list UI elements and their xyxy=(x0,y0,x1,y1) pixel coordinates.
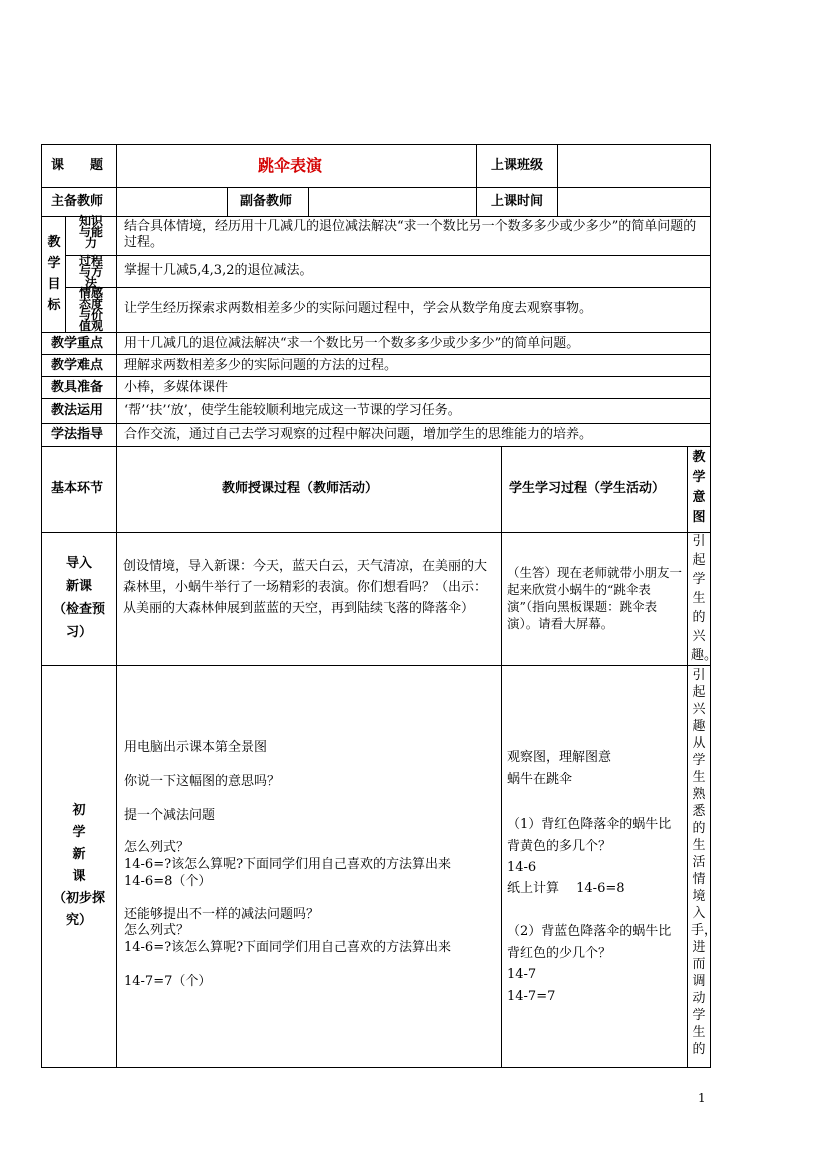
stage1-student-text: （生答）现在老师就带小朋友一起来欣赏小蜗牛的“跳伞表演”（指向黑板课题：跳伞表演）。请看大屏幕。 xyxy=(507,565,683,631)
lesson-title: 跳伞表演 xyxy=(258,156,323,175)
lead-teacher-value-cell xyxy=(116,187,228,217)
goal-2-text: 掌握十几减5,4,3,2的退位减法。 xyxy=(124,263,313,278)
stage1-name-line3: （检查预 xyxy=(52,602,105,617)
stage2-name-cell xyxy=(41,665,117,1068)
stage2-teacher-line: 14-6=?该怎么算呢?下面同学们用自己喜欢的方法算出来 xyxy=(124,940,452,955)
focus-label: 教学重点 xyxy=(51,336,104,351)
assist-teacher-label: 副备教师 xyxy=(240,194,293,209)
stage2-teacher-line: 用电脑出示课本第全景图 xyxy=(124,740,268,755)
stage2-name-line4: 课 xyxy=(72,869,86,884)
stage2-teacher-line: 你说一下这幅图的意思吗？ xyxy=(124,774,281,789)
stage2-teacher-line: 提一个减法问题 xyxy=(124,808,216,823)
time-label: 上课时间 xyxy=(491,194,544,209)
stage1-intent-text: 引起学生的兴趣。 xyxy=(691,534,718,663)
stage2-name-line6: 究） xyxy=(65,913,92,928)
stage2-teacher-line: 还能够提出不一样的减法问题吗？ xyxy=(124,907,320,922)
topic-label: 课 题 xyxy=(51,158,104,173)
materials-text: 小棒，多媒体课件 xyxy=(124,380,229,395)
study-text: 合作交流，通过自己去学习观察的过程中解决问题，增加学生的思维能力的培养。 xyxy=(124,427,593,442)
focus-text: 用十几减几的退位减法解决“求一个数比另一个数多多少或少多少”的简单问题。 xyxy=(124,336,580,351)
study-label: 学法指导 xyxy=(51,427,104,442)
stage1-name-line2: 新课 xyxy=(65,579,92,594)
goal-1-text: 结合具体情境，经历用十几减几的退位减法解决“求一个数比另一个数多多少或少多少”的简单问题的过程。 xyxy=(124,219,697,250)
stage1-name-cell xyxy=(41,532,117,666)
stage2-student-line: 蜗牛在跳伞 xyxy=(507,772,573,787)
page-number: 1 xyxy=(698,1091,706,1105)
class-label: 上课班级 xyxy=(491,158,544,173)
stage2-teacher-line: 14-6=8（个） xyxy=(124,874,212,889)
method-label: 教法运用 xyxy=(51,403,104,418)
stage-col-header: 基本环节 xyxy=(51,481,104,496)
stage1-name-line4: 习） xyxy=(65,625,92,640)
stage1-name-line1: 导入 xyxy=(65,556,92,571)
stage2-name-line5: （初步探 xyxy=(52,891,105,906)
stage2-student-line: 14-7=7 xyxy=(507,989,556,1004)
student-col-header: 学生学习过程（学生活动） xyxy=(509,481,666,496)
time-value-cell xyxy=(557,187,711,217)
goal-3-text: 让学生经历探索求两数相差多少的实际问题过程中，学会从数学角度去观察事物。 xyxy=(124,301,593,316)
stage2-student-line: （1）背红色降落伞的蜗牛比背黄色的多几个？ xyxy=(507,817,672,854)
stage2-teacher-line: 怎么列式？ xyxy=(124,923,190,938)
method-text: ‘帮’‘扶’‘放’，使学生能较顺利地完成这一节课的学习任务。 xyxy=(124,403,461,418)
materials-label: 教具准备 xyxy=(51,380,104,395)
stage1-teacher-text: 创设情境，导入新课：今天，蓝天白云，天气清凉，在美丽的大森林里，小蜗牛举行了一场精彩的表演。你们想看吗？（出示：从美丽的大森林伸展到蓝蓝的天空，再到陆续飞落的降落伞） xyxy=(123,559,488,616)
assist-teacher-value-cell xyxy=(308,187,477,217)
stage2-intent-text: 引起兴趣从学生熟悉的生活情境入手，进而调动学生的 xyxy=(691,668,718,1057)
stage2-teacher-line: 怎么列式？ xyxy=(124,840,190,855)
stage2-student-line: 纸上计算 14-6=8 xyxy=(507,881,625,896)
class-value-cell xyxy=(557,144,711,188)
stage2-name-line1: 初 xyxy=(72,803,86,818)
stage2-teacher-line: 14-7=7（个） xyxy=(124,974,212,989)
stage2-student-line: 14-6 xyxy=(507,860,537,875)
difficulty-label: 教学难点 xyxy=(51,358,104,373)
goal-3-label: 情感态度与价值观 xyxy=(78,286,103,333)
goal-1-label: 知识与能力 xyxy=(78,214,103,250)
difficulty-text: 理解求两数相差多少的实际问题的方法的过程。 xyxy=(124,358,398,373)
stage2-student-line: 观察图，理解图意 xyxy=(507,750,612,765)
intent-col-header: 教学意图 xyxy=(692,450,706,525)
teacher-col-header: 教师授课过程（教师活动） xyxy=(222,481,379,496)
stage2-student-line: 14-7 xyxy=(507,967,537,982)
goals-group-label: 教学目标 xyxy=(47,235,61,313)
stage2-teacher-line: 14-6=?该怎么算呢?下面同学们用自己喜欢的方法算出来 xyxy=(124,857,452,872)
stage2-student-line: （2）背蓝色降落伞的蜗牛比背红色的少几个？ xyxy=(507,924,672,961)
stage2-name-line3: 新 xyxy=(72,847,86,862)
goal-2-label: 过程与方法 xyxy=(78,254,103,290)
lead-teacher-label: 主备教师 xyxy=(51,194,104,209)
stage2-name-line2: 学 xyxy=(72,825,86,840)
